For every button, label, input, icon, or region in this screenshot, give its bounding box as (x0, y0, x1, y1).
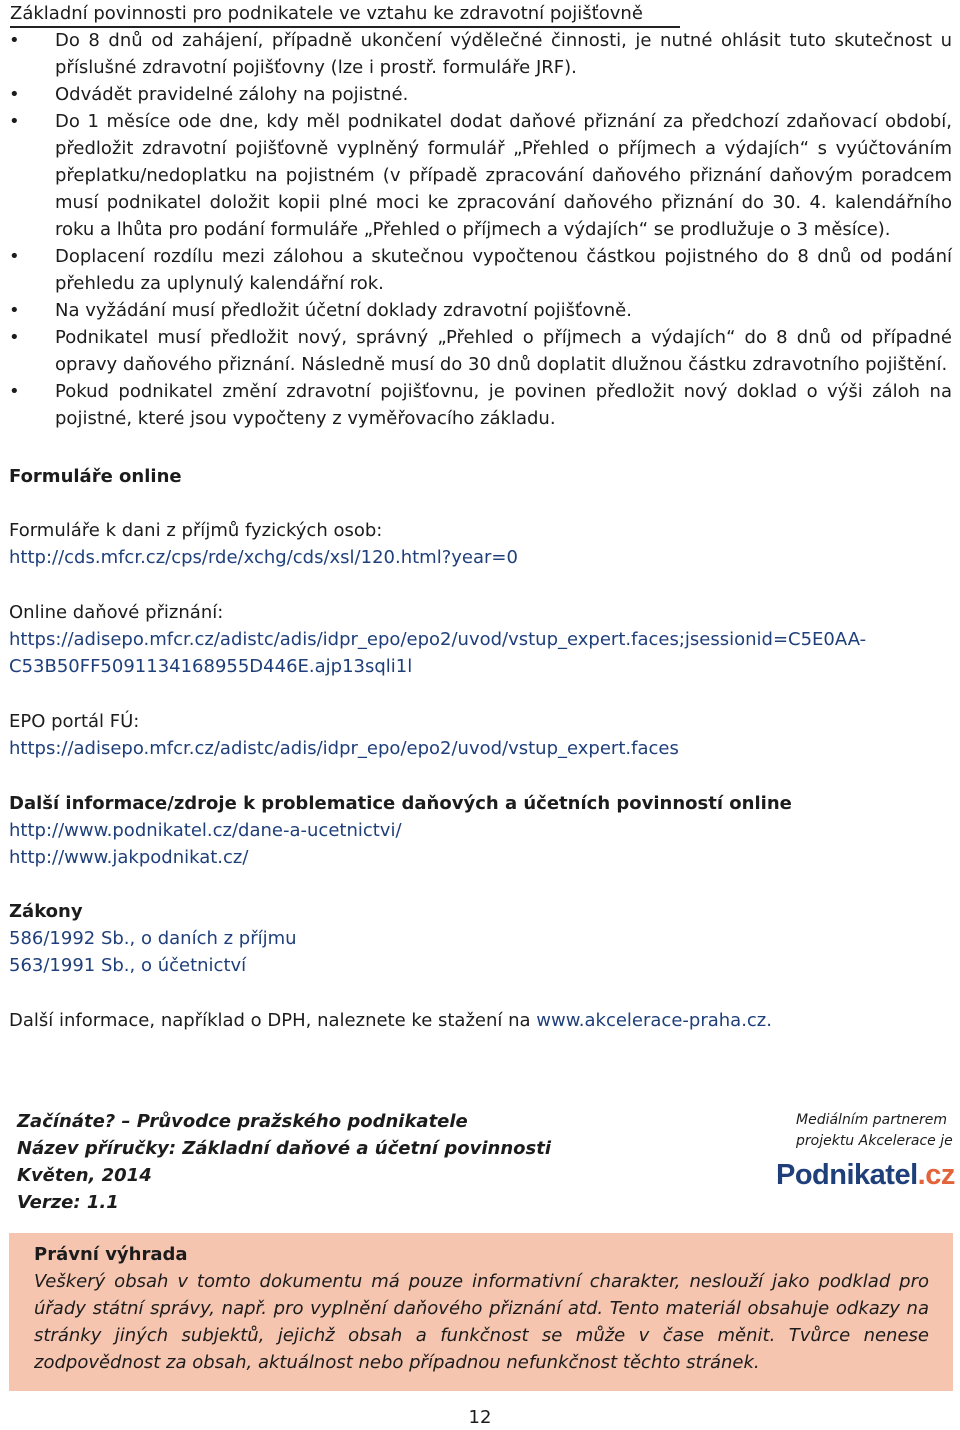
online-return-link-line1: https://adisepo.mfcr.cz/adistc/adis/idpr_epo/epo2/uvod/vstup_expert.faces;jsessionid=C5E0AA- (9, 629, 867, 650)
section-heading: Základní povinnosti pro podnikatele ve vztahu ke zdravotní pojišťovně (10, 2, 680, 28)
podnikatel-logo-icon: Podnikatel.cz (776, 1159, 955, 1191)
list-item: • Podnikatel musí předložit nový, správný „Přehled o příjmech a výdajích“ do 8 dnů od případné opravy daňového přiznání. Následně musí do 30 dnů doplatit dlužnou částku zdravotního pojištění. (0, 324, 952, 378)
list-item: • Do 8 dnů od zahájení, případně ukončení výdělečné činnosti, je nutné ohlásit tuto skutečnost u příslušné zdravotní pojišťovny (lze i prostř. formuláře JRF). (0, 27, 952, 81)
online-return-link-line2: C53B50FF5091134168955D446E.ajp13sqli1l (9, 656, 413, 677)
more-info-heading: Další informace/zdroje k problematice daňových a účetních povinností online (9, 793, 792, 814)
laws-heading: Zákony (9, 901, 83, 922)
footer-series-title: Začínáte? – Průvodce pražského podnikatele (17, 1111, 468, 1132)
law-income-tax-link[interactable]: 586/1992 Sb., o daních z příjmu (9, 928, 297, 949)
forms-heading: Formuláře online (9, 466, 182, 487)
footer-handbook-title: Název příručky: Základní daňové a účetní povinnosti (17, 1138, 551, 1159)
income-tax-link[interactable]: http://cds.mfcr.cz/cps/rde/xchg/cds/xsl/120.html?year=0 (9, 547, 518, 568)
media-partner-note: Mediálním partnerem projektu Akcelerace je (796, 1112, 953, 1149)
jakpodnikat-link[interactable]: http://www.jakpodnikat.cz/ (9, 847, 249, 868)
list-item: • Na vyžádání musí předložit účetní doklady zdravotní pojišťovně. (0, 297, 952, 324)
footer-date: Květen, 2014 (17, 1165, 152, 1186)
law-accounting-link[interactable]: 563/1991 Sb., o účetnictví (9, 955, 247, 976)
legal-disclaimer-box (9, 1233, 953, 1391)
vat-note: Další informace, například o DPH, naleznete ke stažení na www.akcelerace-praha.cz. (9, 1010, 772, 1031)
income-tax-label: Formuláře k dani z příjmů fyzických osob: (9, 520, 383, 541)
podnikatel-link[interactable]: http://www.podnikatel.cz/dane-a-ucetnictvi/ (9, 820, 402, 841)
footer-version: Verze: 1.1 (17, 1192, 119, 1213)
list-item: • Doplacení rozdílu mezi zálohou a skutečnou vypočtenou částkou pojistného do 8 dnů od podání přehledu za uplynulý kalendářní rok. (0, 243, 952, 297)
bullet-icon: • (9, 381, 20, 402)
disclaimer-text: Veškerý obsah v tomto dokumentu má pouze informativní charakter, neslouží jako podklad pro úřady státní správy, např. pro vyplnění daňového přiznání atd. Tento materiál obsahuje odkazy na stránky jiných subjektů, jejichž obsah a funkčnost se může v čase měnit. Tvůrce nenese zodpovědnost za obsah, aktuálnost nebo případnou nefunkčnost těchto stránek. (34, 1271, 929, 1373)
bullet-icon: • (9, 300, 20, 321)
footer-publication-info (17, 1108, 551, 1216)
obligations-list (0, 27, 952, 432)
epo-label: EPO portál FÚ: (9, 711, 140, 732)
bullet-icon: • (9, 327, 20, 348)
page-number: 12 (468, 1407, 492, 1428)
bullet-icon: • (9, 30, 20, 51)
akcelerace-link[interactable]: www.akcelerace-praha.cz. (536, 1010, 772, 1031)
list-item: • Odvádět pravidelné zálohy na pojistné. (0, 81, 952, 108)
bullet-icon: • (9, 246, 20, 267)
disclaimer-title: Právní výhrada (34, 1244, 188, 1265)
bullet-icon: • (9, 111, 20, 132)
list-item: • Pokud podnikatel změní zdravotní pojišťovnu, je povinen předložit nový doklad o výši záloh na pojistné, které jsou vypočteny z vyměřovacího základu. (0, 378, 952, 432)
online-return-link[interactable] (9, 626, 866, 680)
list-item: • Do 1 měsíce ode dne, kdy měl podnikatel dodat daňové přiznání za předchozí zdaňovací období, předložit zdravotní pojišťovně vyplněný formulář „Přehled o příjmech a výdajích“ s vyúčtováním přeplatku/nedoplatku na pojistném (v případě zpracování daňového přiznání daňovým poradcem musí podnikatel doložit kopii plné moci ke zpracování daňového přiznání do 30. 4. kalendářního roku a lhůta pro podání formuláře „Přehled o příjmech a výdajích“ se prodlužuje o 3 měsíce). (0, 108, 952, 243)
epo-link[interactable]: https://adisepo.mfcr.cz/adistc/adis/idpr_epo/epo2/uvod/vstup_expert.faces (9, 738, 679, 759)
online-return-label: Online daňové přiznání: (9, 602, 224, 623)
bullet-icon: • (9, 84, 20, 105)
